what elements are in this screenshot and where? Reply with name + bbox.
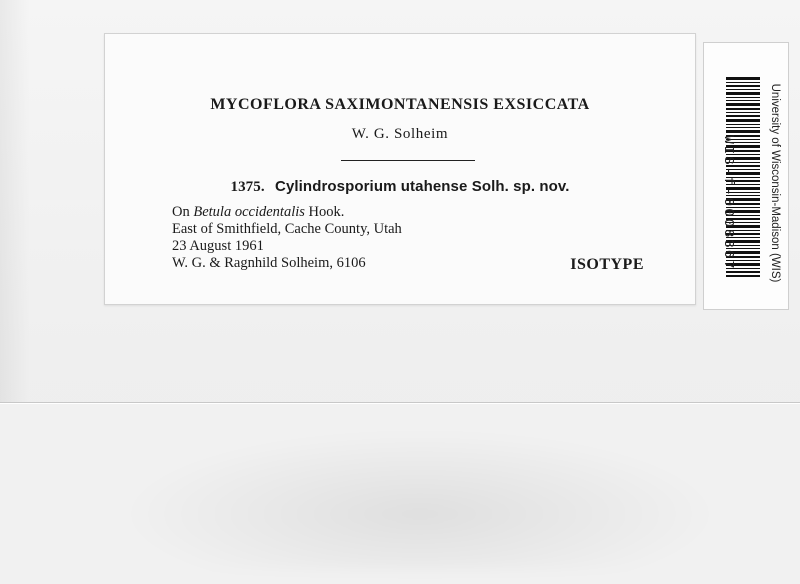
specimen-details xyxy=(172,204,402,272)
title-rule xyxy=(341,160,475,161)
barcode-tag xyxy=(703,42,789,310)
series-author: W. G. Solheim xyxy=(351,126,449,142)
collection-date: 23 August 1961 xyxy=(172,238,264,254)
locality: East of Smithfield, Cache County, Utah xyxy=(172,221,402,237)
specimen-heading xyxy=(105,178,695,196)
host-taxon: Betula occidentalis xyxy=(193,204,305,220)
envelope-ghost-print xyxy=(120,430,720,570)
specimen-number: 1375. xyxy=(230,179,265,195)
type-status: ISOTYPE xyxy=(570,256,644,273)
host-prefix: On xyxy=(172,204,190,220)
institution-name: University of Wisconsin-Madison (WIS) xyxy=(769,83,781,283)
host-authority: Hook. xyxy=(308,204,345,220)
specimen-label xyxy=(104,33,696,305)
catalog-number: WIS-f-0008367 xyxy=(720,135,736,271)
specimen-name: Cylindrosporium utahense Solh. sp. nov. xyxy=(275,178,570,195)
series-title: MYCOFLORA SAXIMONTANENSIS EXSICCATA xyxy=(210,96,590,113)
host-line xyxy=(172,204,402,221)
collectors: W. G. & Ragnhild Solheim, 6106 xyxy=(172,255,366,271)
